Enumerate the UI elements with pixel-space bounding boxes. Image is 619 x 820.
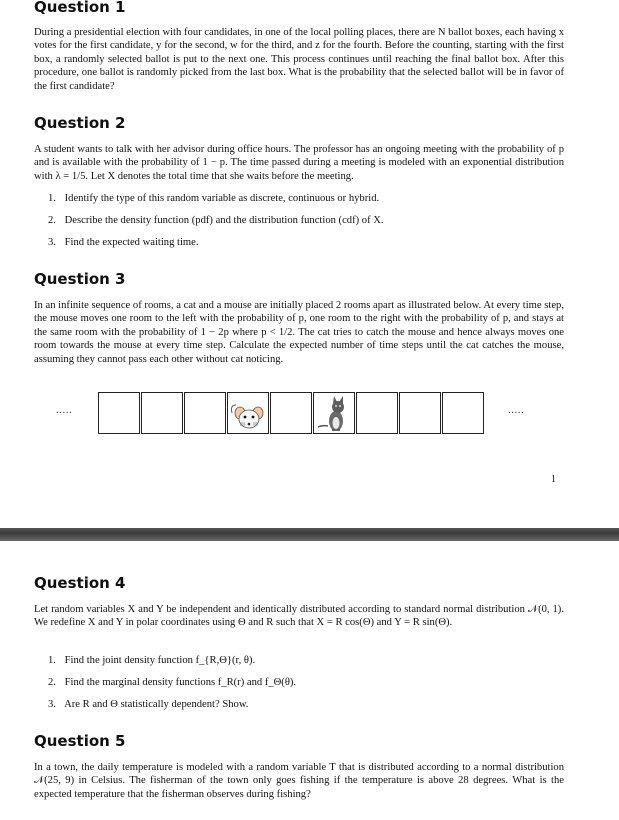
list-item: 1. Find the joint density function f_{R,Θ}(r, θ). bbox=[48, 655, 256, 666]
page-separator bbox=[0, 528, 619, 541]
list-item: 1. Identify the type of this random variable as discrete, continuous or hybrid. bbox=[48, 193, 380, 204]
room-with-cat bbox=[313, 392, 355, 434]
room bbox=[270, 392, 312, 434]
question-1-title: Question 1 bbox=[34, 0, 126, 16]
list-item: 3. Are R and Θ statistically dependent? Show. bbox=[48, 699, 249, 710]
room bbox=[184, 392, 226, 434]
cat-icon bbox=[314, 393, 356, 435]
page-2 bbox=[0, 541, 619, 820]
page-number: 1 bbox=[551, 474, 556, 485]
ellipsis-left: ..... bbox=[56, 404, 73, 416]
mouse-icon bbox=[228, 393, 270, 435]
room bbox=[98, 392, 140, 434]
list-item: 2. Find the marginal density functions f_R(r) and f_Θ(θ). bbox=[48, 677, 297, 688]
question-4-title: Question 4 bbox=[34, 574, 126, 592]
question-1-text: During a presidential election with four candidates, in one of the local polling places, there are N ballot boxes, each having x votes for the first candidate, y for the second, w for the third, and z for the fourth. Before the counting, starting with the first box, a randomly selected ballot is put to the next one. This process continues until reaching the final ballot box. After this procedure, one ballot is randomly picked from the last box. What is the probability that the selected ballot will be in favor of the first candidate? bbox=[34, 27, 564, 92]
room bbox=[141, 392, 183, 434]
question-4-text: Let random variables X and Y be independent and identically distributed according to standard normal distribution 𝒩(0, 1). We redefine X and Y in polar coordinates using Θ and R such that X = R cos(Θ) and Y = R sin(Θ). bbox=[34, 604, 564, 629]
rooms-illustration bbox=[56, 392, 556, 438]
list-item: 2. Describe the density function (pdf) and the distribution function (cdf) of X. bbox=[48, 215, 384, 226]
question-5-text: In a town, the daily temperature is modeled with a random variable T that is distributed according to a normal distribution 𝒩(25, 9) in Celsius. The fisherman of the town only goes fishing if the temperature is above 28 degrees. What is the expected temperature that the fisherman observes during fishing? bbox=[34, 762, 564, 800]
ellipsis-right: ..... bbox=[508, 404, 525, 416]
question-5-title: Question 5 bbox=[34, 732, 126, 750]
room-with-mouse bbox=[227, 392, 269, 434]
room bbox=[399, 392, 441, 434]
question-3-text: In an infinite sequence of rooms, a cat and a mouse are initially placed 2 rooms apart as illustrated below. At every time step, the mouse moves one room to the left with the probability of p, one room to the right with the probability of p, and stays at the same room with the probability of 1 − 2p where p < 1/2. The cat tries to catch the mouse and hence always moves one room towards the mouse at every time step. Calculate the expected number of time steps until the cat catches the mouse, assuming they cannot pass each other without cat noticing. bbox=[34, 300, 564, 365]
list-item: 3. Find the expected waiting time. bbox=[48, 237, 199, 248]
question-2-text: A student wants to talk with her advisor during office hours. The professor has an ongoing meeting with the probability of p and is available with the probability of 1 − p. The time passed during a meeting is modeled with an exponential distribution with λ = 1/5. Let X denotes the total time that she waits before the meeting. bbox=[34, 144, 564, 182]
question-2-list bbox=[48, 192, 384, 258]
question-2-title: Question 2 bbox=[34, 114, 126, 132]
question-4-list bbox=[48, 654, 296, 720]
room bbox=[442, 392, 484, 434]
room bbox=[356, 392, 398, 434]
question-3-title: Question 3 bbox=[34, 270, 126, 288]
